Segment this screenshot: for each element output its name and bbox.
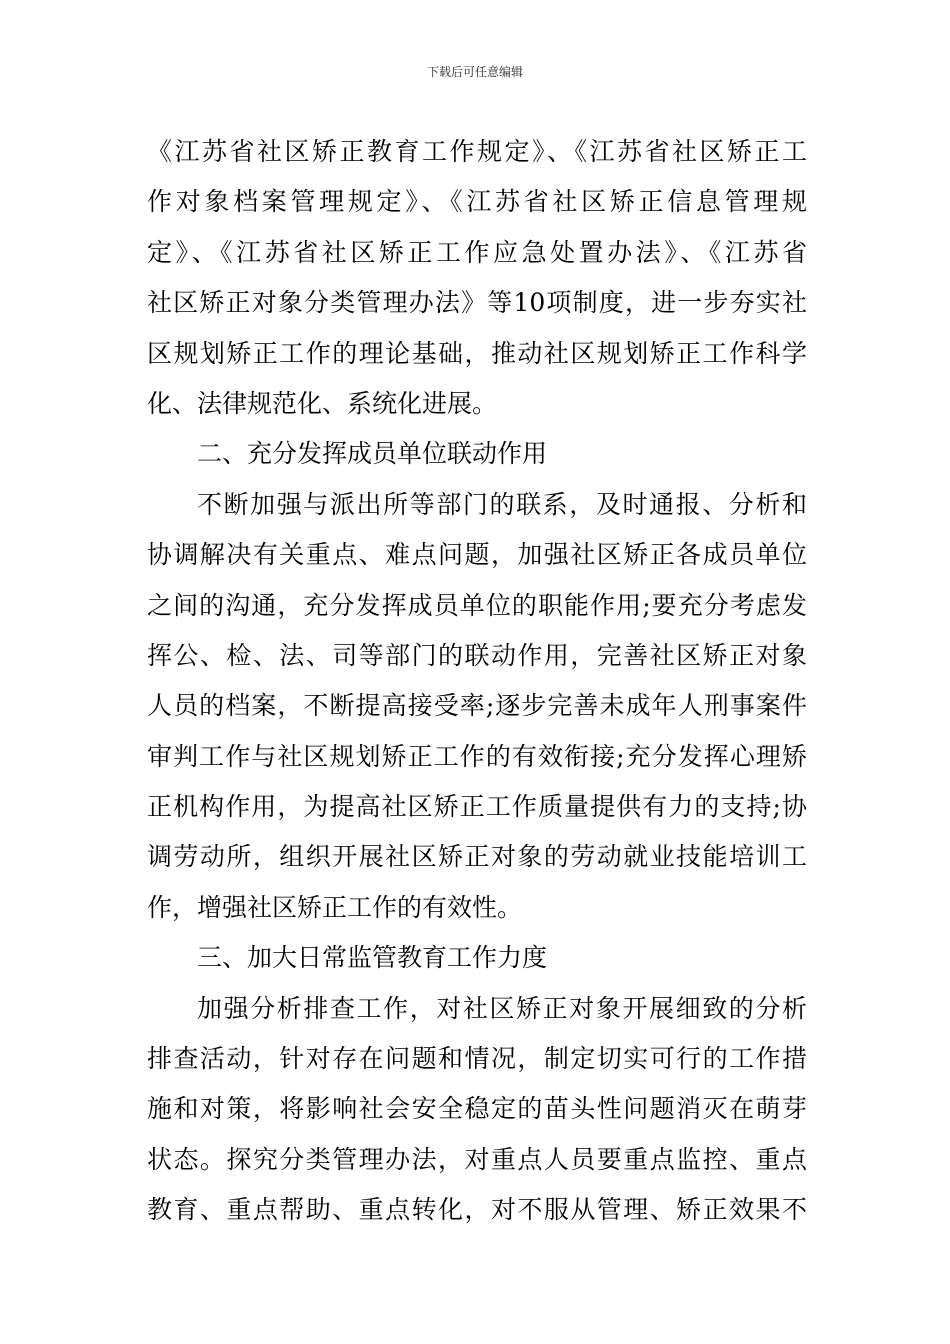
page-header: 下载后可任意编辑 bbox=[426, 65, 523, 79]
text-line: 协调解决有关重点、难点问题，加强社区矫正各成员单位 bbox=[147, 540, 807, 570]
text-line: 之间的沟通，充分发挥成员单位的职能作用;要充分考虑发 bbox=[147, 590, 807, 620]
text-line: 状态。探究分类管理办法，对重点人员要重点监控、重点 bbox=[147, 1144, 807, 1174]
document-body bbox=[147, 127, 807, 1236]
text-line: 教育、重点帮助、重点转化，对不服从管理、矫正效果不 bbox=[147, 1195, 807, 1225]
text-line: 施和对策，将影响社会安全稳定的苗头性问题消灭在萌芽 bbox=[147, 1094, 807, 1124]
section-heading: 二、充分发挥成员单位联动作用 bbox=[197, 439, 548, 469]
text-line: 正机构作用，为提高社区矫正工作质量提供有力的支持;协 bbox=[147, 792, 807, 822]
text-line: 人员的档案，不断提高接受率;逐步完善未成年人刑事案件 bbox=[147, 691, 807, 721]
text-line: 不断加强与派出所等部门的联系，及时通报、分析和 bbox=[197, 489, 807, 519]
text-line: 排查活动，针对存在问题和情况，制定切实可行的工作措 bbox=[147, 1044, 807, 1074]
text-line: 作对象档案管理规定》、《江苏省社区矫正信息管理规 bbox=[147, 187, 807, 217]
text-line: 作，增强社区矫正工作的有效性。 bbox=[147, 892, 523, 922]
text-line: 审判工作与社区规划矫正工作的有效衔接;充分发挥心理矫 bbox=[147, 741, 807, 771]
text-line: 《江苏省社区矫正教育工作规定》、《江苏省社区矫正工 bbox=[147, 137, 807, 166]
text-line: 调劳动所，组织开展社区矫正对象的劳动就业技能培训工 bbox=[147, 842, 807, 872]
section-heading: 三、加大日常监管教育工作力度 bbox=[197, 943, 548, 973]
text-line: 加强分析排查工作，对社区矫正对象开展细致的分析 bbox=[197, 993, 807, 1023]
text-line: 定》、《江苏省社区矫正工作应急处置办法》、《江苏省 bbox=[147, 237, 807, 267]
text-line: 化、法律规范化、系统化进展。 bbox=[147, 388, 498, 418]
text-line: 挥公、检、法、司等部门的联动作用，完善社区矫正对象 bbox=[147, 640, 807, 670]
text-line: 区规划矫正工作的理论基础，推动社区规划矫正工作科学 bbox=[147, 338, 807, 368]
text-line: 社区矫正对象分类管理办法》等10项制度，进一步夯实社 bbox=[147, 288, 807, 318]
